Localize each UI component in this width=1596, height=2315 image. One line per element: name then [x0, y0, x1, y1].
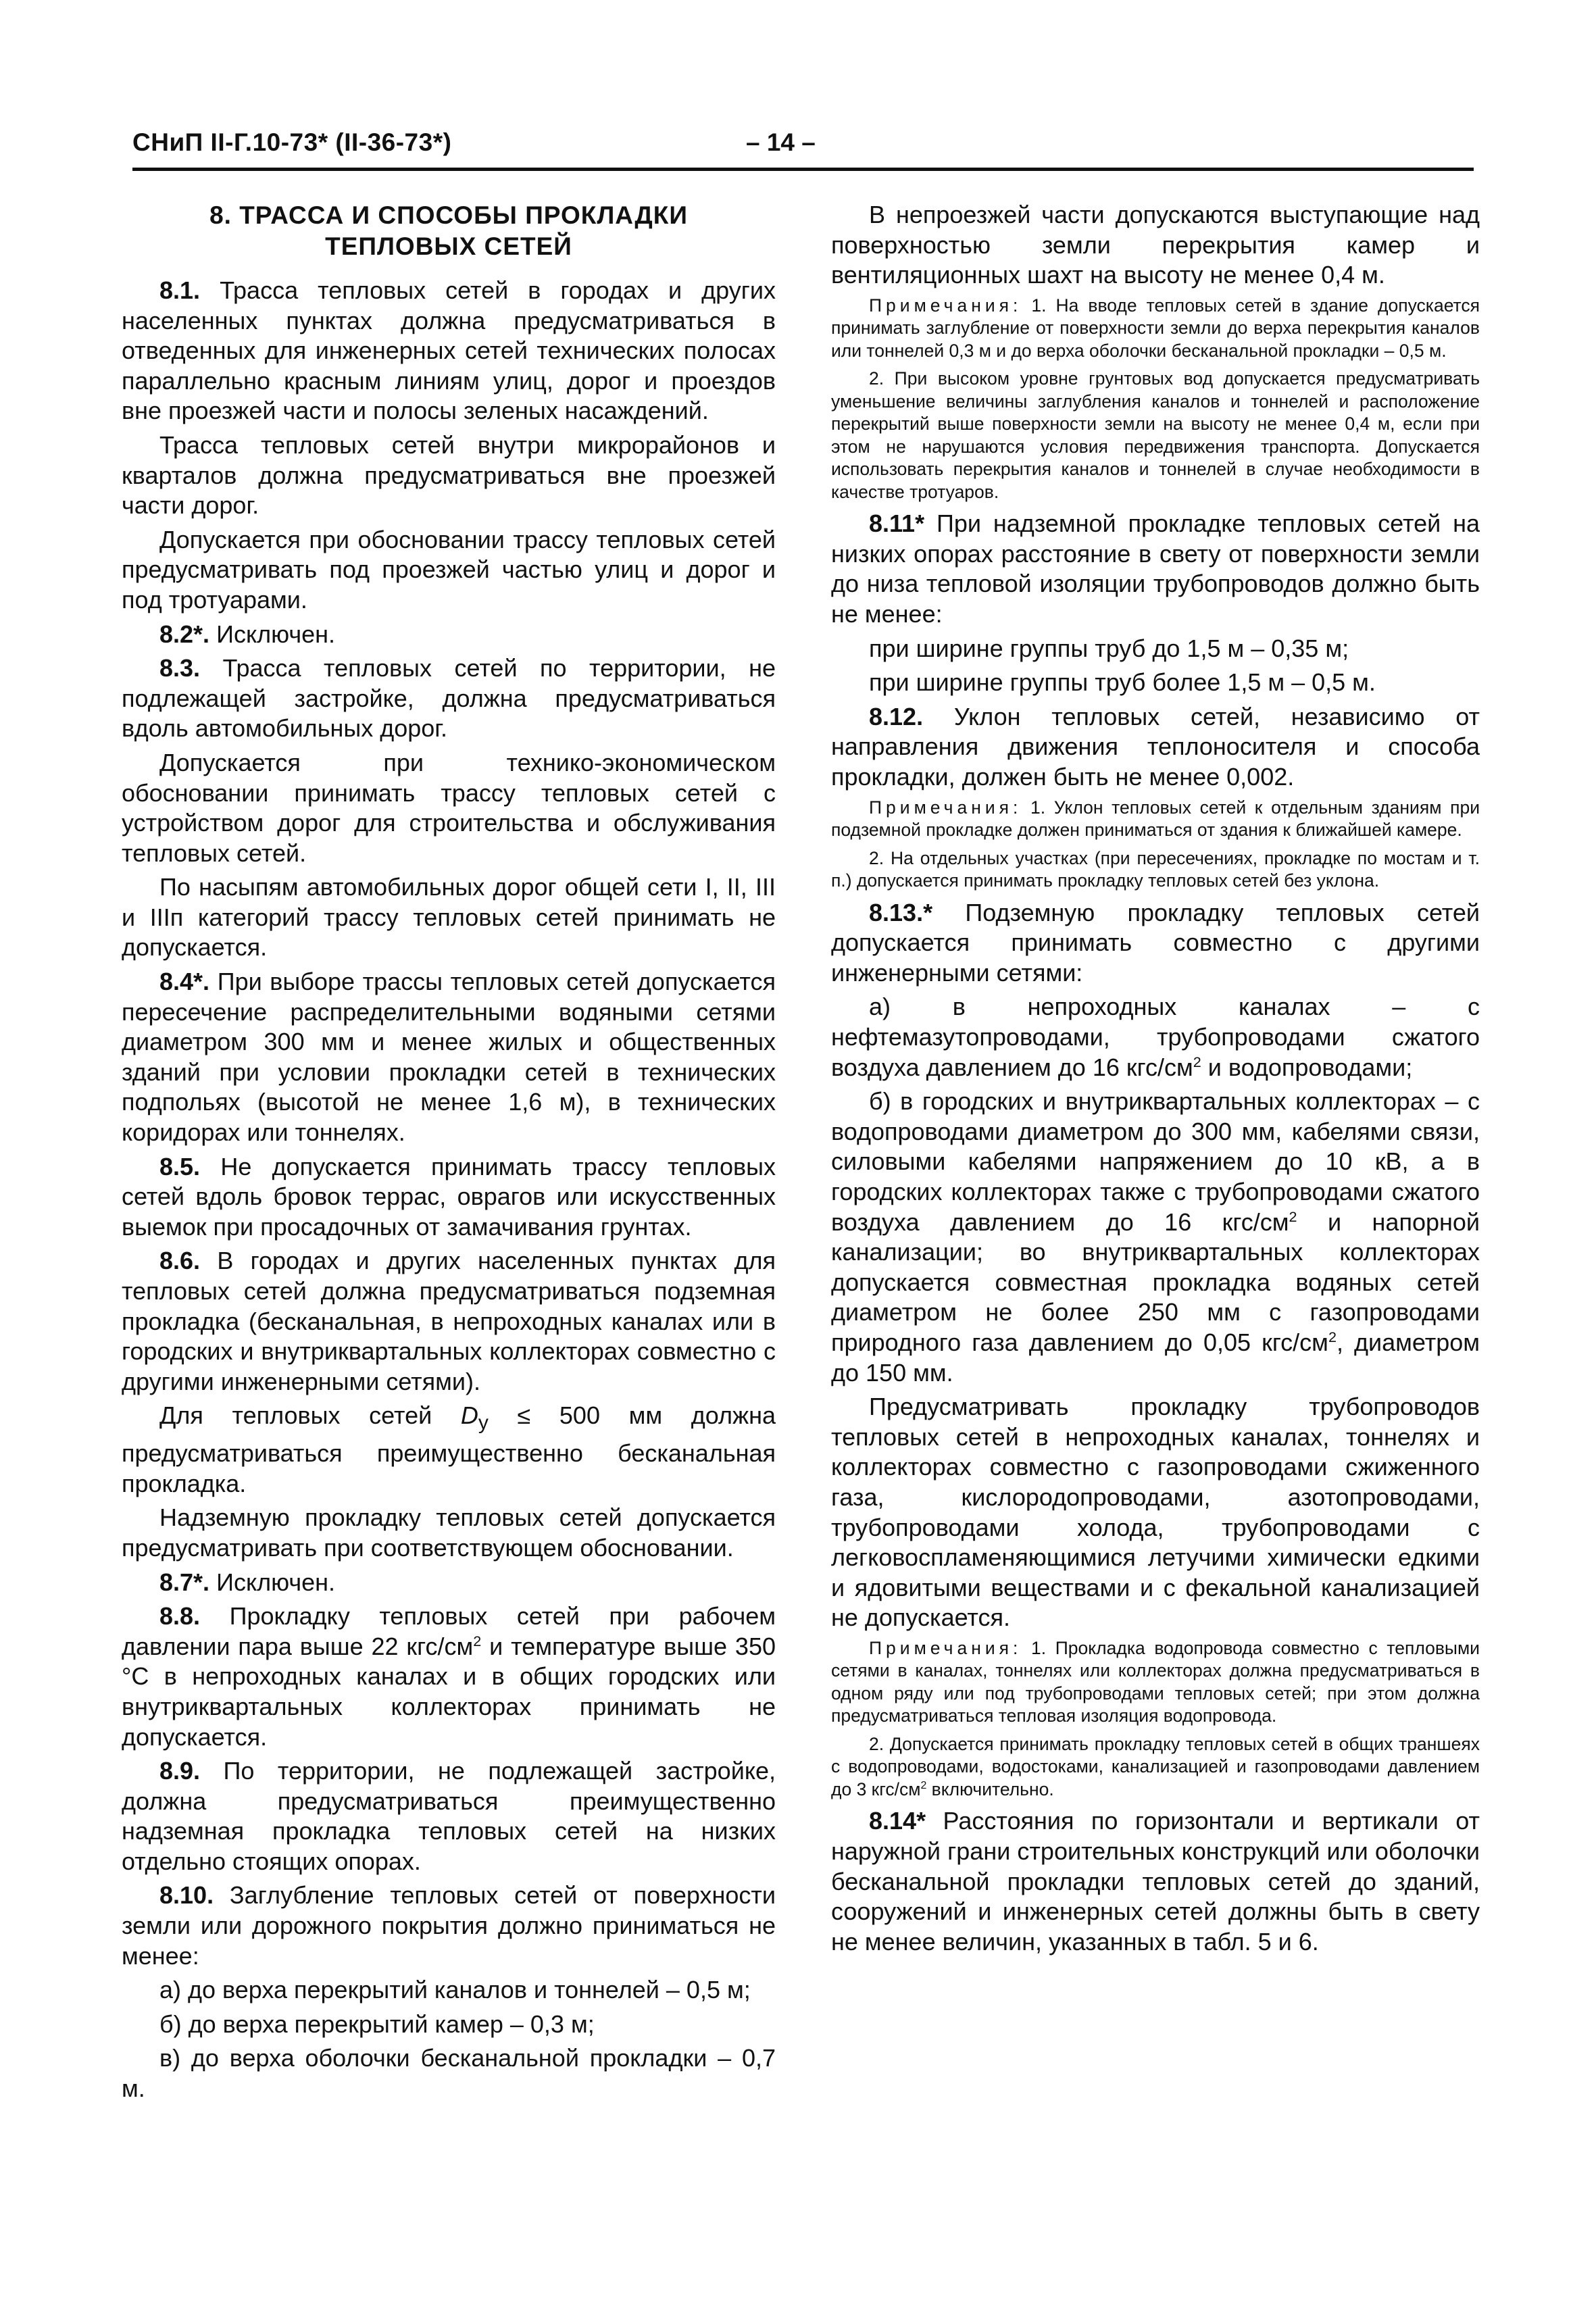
note-block-3: [831, 1637, 1480, 1728]
clause-8-6-para2: [122, 1401, 776, 1499]
clause-8-12: [831, 702, 1480, 793]
clause-8-10-item-b: б) до верха перекрытий камер – 0,3 м;: [159, 2010, 595, 2038]
note-block-1: [831, 295, 1480, 363]
text-fragment: а) в непроходных каналах – с нефтемазутопроводами, трубопроводами сжатого воздуха давлением до 16 кгс/см: [831, 993, 1480, 1081]
section-title-line1: 8. ТРАССА И СПОСОБЫ ПРОКЛАДКИ: [209, 201, 688, 229]
text-fragment: включительно.: [931, 1778, 1054, 1799]
clause-8-7: [122, 1568, 776, 1598]
section-title-line2: ТЕПЛОВЫХ СЕТЕЙ: [325, 232, 572, 260]
right-column: [831, 200, 1480, 1961]
superscript: 2: [1289, 1208, 1297, 1225]
note-label: Примечания:: [869, 797, 1022, 818]
clause-8-13: [831, 898, 1480, 989]
clause-text: Расстояния по горизонтали и вертикали от наружной грани строительных конструкций или оболочки бесканальной прокладки тепловых сетей до зданий, сооружений и инженерных сетей должны быть в свету не менее величин, указанных в табл. 5 и 6.: [831, 1807, 1480, 1956]
clause-8-8: [122, 1601, 776, 1752]
clause-text: Исключен.: [216, 620, 335, 648]
clause-number: 8.11*: [869, 509, 925, 538]
note-item: 1. Уклон тепловых сетей к отдельным зданиям при подземной прокладке должен приниматься от здания к ближайшей камере.: [831, 797, 1480, 841]
clause-number: 8.14*: [869, 1807, 926, 1835]
clause-number: 8.5.: [159, 1152, 201, 1180]
clause-8-3-para2: Допускается при технико-экономическом обосновании принимать трассу тепловых сетей с устройством дорог для строительства и обслуживания тепловых сетей.: [122, 748, 776, 867]
diameter-subscript: y: [478, 1412, 489, 1435]
clause-8-4: [122, 967, 776, 1148]
clause-8-2: [122, 620, 776, 650]
clause-text: Подземную прокладку тепловых сетей допускается принимать совместно с другими инженерными сетями:: [831, 898, 1480, 987]
clause-text: Заглубление тепловых сетей от поверхности земли или дорожного покрытия должно приниматься не менее:: [122, 1881, 776, 1970]
clause-8-14: [831, 1806, 1480, 1957]
clause-8-6-para3: Надземную прокладку тепловых сетей допускается предусматривать при соответствующем обосновании.: [122, 1503, 776, 1562]
clause-text: Трасса тепловых сетей в городах и других населенных пунктах должна предусматриваться в отведенных для инженерных сетей технических полосах параллельно красным линиям улиц, дорог и проездов вне проезжей части и полосы зеленых насаждений.: [122, 276, 776, 425]
note-item: 1. Прокладка водопровода совместно с тепловыми сетями в каналах, тоннелях или коллекторах должна предусматриваться в одном ряду или под трубопроводами тепловых сетей; при этом должна предусматриваться тепловая изоляция водопровода.: [831, 1637, 1480, 1726]
clause-8-3-para3: По насыпям автомобильных дорог общей сети I, II, III и IIIп категорий трассу тепловых сетей принимать не допускается.: [122, 873, 776, 962]
clause-8-10: [122, 1881, 776, 1971]
note-item: 1. На вводе тепловых сетей в здание допускается принимать заглубление от поверхности земли до верха перекрытия каналов или тоннелей 0,3 м и до верха оболочки бесканальной прокладки – 0,5 м.: [831, 295, 1480, 361]
clause-text: При надземной прокладке тепловых сетей на низких опорах расстояние в свету от поверхности земли до низа тепловой изоляции трубопроводов должно быть не менее:: [831, 509, 1480, 628]
text-fragment: , диаметром до 150 мм.: [831, 1328, 1480, 1387]
text-fragment: б) в городских и внутриквартальных коллекторах – с водопроводами диаметром до 300 мм, кабелями связи, силовыми кабелями напряжением до 10 кВ, а в городских коллекторах также с трубопроводами сжатого воздуха давлением до 16 кгс/см: [831, 1087, 1480, 1236]
text-fragment: ≤ 500 мм должна предусматриваться преимущественно бесканальная прокладка.: [122, 1401, 776, 1497]
page-number: – 14 –: [746, 128, 816, 156]
clause-number: 8.6.: [159, 1247, 201, 1275]
clause-number: 8.10.: [159, 1881, 214, 1910]
clause-number: 8.3.: [159, 654, 201, 682]
clause-text: Уклон тепловых сетей, независимо от направления движения теплоносителя и способа прокладки, должен быть не менее 0,002.: [831, 702, 1480, 791]
text-fragment: и напорной канализации; во внутриквартальных коллекторах допускается совместная прокладка водяных сетей диаметром не более 250 мм с газопроводами природного газа давлением до 0,05 кгс/см: [831, 1208, 1480, 1356]
note-block-2: [831, 797, 1480, 842]
clause-8-11-item-b: при ширине группы труб более 1,5 м – 0,5 м.: [869, 668, 1376, 697]
clause-8-10-item-a: а) до верха перекрытий каналов и тоннелей – 0,5 м;: [159, 1976, 751, 2004]
superscript: 2: [473, 1632, 482, 1649]
note-item: 2. При высоком уровне грунтовых вод допускается предусматривать уменьшение величины заглубления каналов и тоннелей и расположение перекрытий выше поверхности земли на высоту не менее 0,4 м, если при этом не нарушаются условия передвижения транспорта. Допускается использовать перекрытия каналов и тоннелей в случае необходимости в качестве тротуаров.: [831, 368, 1480, 502]
superscript: 2: [1328, 1328, 1337, 1345]
note-label: Примечания:: [869, 295, 1022, 316]
clause-text-cont: и температуре выше 350 °С в непроходных каналах и в общих городских или внутриквартальных коллекторах принимать не допускается.: [122, 1632, 776, 1751]
clause-8-11-item-a: при ширине группы труб до 1,5 м – 0,35 м;: [869, 634, 1349, 662]
left-column: [122, 200, 776, 2108]
clause-8-9: [122, 1756, 776, 1876]
clause-8-1-para3: Допускается при обосновании трассу тепловых сетей предусматривать под проезжей частью улиц и дорог и под тротуарами.: [122, 525, 776, 614]
text-fragment: и водопроводами;: [1207, 1053, 1413, 1081]
clause-8-1: [122, 276, 776, 426]
note-item: [831, 1733, 1480, 1801]
clause-number: 8.12.: [869, 702, 924, 730]
superscript: 2: [1193, 1053, 1201, 1070]
clause-text: По территории, не подлежащей застройке, должна предусматриваться преимущественно надземная прокладка тепловых сетей на низких отдельно стоящих опорах.: [122, 1757, 776, 1875]
clause-text: При выборе трассы тепловых сетей допускается пересечение распределительными водяными сетями диаметром 300 мм и менее жилых и общественных зданий при условии прокладки сетей в технических подпольях (высотой не менее 1,6 м), в технических коридорах или тоннелях.: [122, 968, 776, 1147]
clause-number: 8.13.*: [869, 898, 933, 926]
paragraph-continued: В непроезжей части допускаются выступающие над поверхностью земли перекрытия камер и вентиляционных шахт на высоту не менее 0,4 м.: [831, 201, 1480, 289]
clause-8-13-para: Предусматривать прокладку трубопроводов тепловых сетей в непроходных каналах, тоннелях и коллекторах совместно с газопроводами сжиженного газа, кислородопроводами, азотопроводами, трубопроводами холода, трубопроводами с легковоспламеняющимися летучими химически едкими и ядовитыми веществами и с фекальной канализацией не допускается.: [831, 1393, 1480, 1632]
clause-text: Трасса тепловых сетей по территории, не подлежащей застройке, должна предусматриваться вдоль автомобильных дорог.: [122, 654, 776, 743]
section-title: [122, 200, 776, 262]
document-code: СНиП II-Г.10-73* (II-36-73*): [132, 128, 452, 156]
clause-8-10-item-c: в) до верха оболочки бесканальной прокладки – 0,7 м.: [122, 2044, 776, 2103]
clause-8-5: [122, 1152, 776, 1243]
clause-8-11: [831, 509, 1480, 629]
page-header: [132, 128, 1474, 171]
note-item: 2. На отдельных участках (при пересечениях, прокладке по мостам и т. п.) допускается принимать прокладку тепловых сетей без уклона.: [831, 847, 1480, 891]
text-fragment: Для тепловых сетей: [159, 1401, 432, 1430]
clause-8-13-item-b: [831, 1087, 1480, 1388]
clause-8-6: [122, 1246, 776, 1397]
superscript: 2: [920, 1780, 927, 1792]
clause-8-13-item-a: [831, 992, 1480, 1082]
clause-text: Не допускается принимать трассу тепловых сетей вдоль бровок террас, оврагов или искусственных выемок при просадочных от замачивания грунтах.: [122, 1152, 776, 1241]
note-label: Примечания:: [869, 1637, 1022, 1658]
clause-number: 8.4*.: [159, 968, 210, 996]
clause-text: Исключен.: [216, 1568, 335, 1596]
text-fragment: 2. Допускается принимать прокладку тепловых сетей в общих траншеях с водопроводами, водостоками, канализацией и газопроводами давлением до 3 кгс/см: [831, 1733, 1480, 1799]
clause-number: 8.7*.: [159, 1568, 210, 1596]
clause-text: В городах и других населенных пунктах для тепловых сетей должна предусматриваться подземная прокладка (бесканальная, в непроходных каналах или в городских и внутриквартальных коллекторах совместно с другими инженерными сетями).: [122, 1247, 776, 1395]
clause-number: 8.8.: [159, 1602, 201, 1631]
diameter-symbol: D: [460, 1401, 478, 1430]
clause-number: 8.9.: [159, 1757, 201, 1785]
clause-number: 8.2*.: [159, 620, 210, 648]
clause-8-3: [122, 653, 776, 744]
clause-number: 8.1.: [159, 276, 201, 304]
clause-text: Прокладку тепловых сетей при рабочем давлении пара выше 22 кгс/см: [122, 1602, 776, 1660]
clause-8-1-para2: Трасса тепловых сетей внутри микрорайонов и кварталов должна предусматриваться вне проезжей части дорог.: [122, 430, 776, 520]
